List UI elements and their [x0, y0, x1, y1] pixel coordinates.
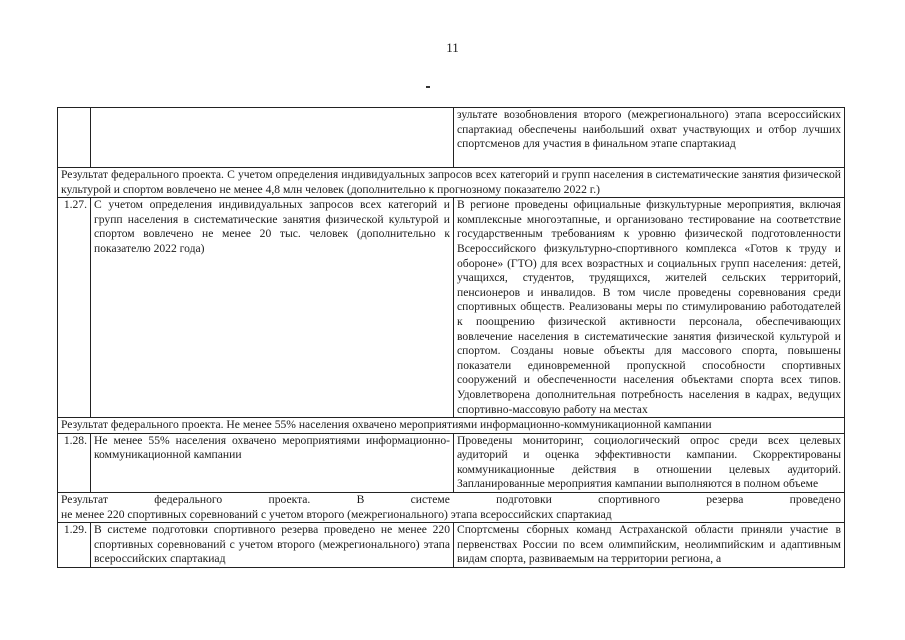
result-word: системе [410, 493, 450, 507]
measure-cell: В системе подготовки спортивного резерва проведено не менее 220 спортивных соревнований с учетом второго (межрегионального) этапа всероссийских спартакиад [91, 523, 454, 568]
result-continuation: не менее 220 спортивных соревнований с учетом второго (межрегионального) этапа всероссийских спартакиад [61, 507, 612, 521]
result-cell: зультате возобновления второго (межрегионального) этапа всероссийских спартакиад обеспечены наибольший охват участвующих и отбор лучших спортсменов для участия в финальном этапе спартакиад [454, 108, 845, 168]
report-table [57, 107, 845, 568]
row-number-cell: 1.27. [58, 198, 91, 418]
result-word: спортивного [598, 493, 660, 507]
federal-result-text: Результат федерального проекта. С учетом определения индивидуальных запросов всех категорий и групп населения в систематические занятия физической культурой и спортом вовлечено не менее 4,8 млн человек (дополнительно к прогнозному показателю 2022 г.) [58, 168, 845, 198]
result-word: Результат [61, 493, 108, 507]
measure-cell [91, 108, 454, 168]
federal-result-text: Результат федерального проекта. Не менее 55% населения охвачено мероприятиями информационно-коммуникационной кампании [58, 418, 845, 434]
table-row [58, 198, 845, 418]
justified-first-line [61, 493, 841, 508]
federal-result-row [58, 168, 845, 198]
result-word: В [356, 493, 365, 507]
page-number: 11 [446, 40, 459, 55]
result-word: подготовки [496, 493, 552, 507]
result-word: проекта. [268, 493, 311, 507]
row-number-cell: 1.29. [58, 523, 91, 568]
federal-result-row [58, 493, 845, 523]
row-number-cell [58, 108, 91, 168]
scan-speck [426, 86, 430, 88]
federal-result-row [58, 418, 845, 434]
table-row [58, 108, 845, 168]
result-cell: В регионе проведены официальные физкультурные мероприятия, включая комплексные многоэтапные, и организовано тестирование на соответствие государственным требованиям к уровню физической подготовленности Всероссийского физкультурно-спортивного комплекса «Готов к труду и обороне» (ГТО) для всех возрастных и социальных групп населения: детей, учащихся, студентов, трудящихся, жителей сельских территорий, пенсионеров и инвалидов. В том числе проведены соревнования среди спортивных обществ. Реализованы меры по стимулированию работодателей к поощрению физической активности персонала, обеспечивающих вовлечение населения в систематические занятия физической культурой и спортом. Созданы новые объекты для массового спорта, повышены показатели единовременной пропускной способности спортивных сооружений и обеспеченности населения объектами спорта всех типов. Удовлетворена дополнительная потребность населения в кадрах, ведущих спортивно-массовую работу на местах [454, 198, 845, 418]
measure-cell: С учетом определения индивидуальных запросов всех категорий и групп населения в систематические занятия физической культурой и спортом вовлечено не менее 20 тыс. человек (дополнительно к показателю 2022 года) [91, 198, 454, 418]
row-number-cell: 1.28. [58, 433, 91, 492]
measure-cell: Не менее 55% населения охвачено мероприятиями информационно-коммуникационной кампании [91, 433, 454, 492]
result-cell: Спортсмены сборных команд Астраханской области приняли участие в первенствах России по всем олимпийским, неолимпийским и адаптивным видам спорта, развиваемым на территории региона, а [454, 523, 845, 568]
result-word: федерального [154, 493, 223, 507]
result-word: проведено [789, 493, 841, 507]
result-cell: Проведены мониторинг, социологический опрос среди всех целевых аудиторий и оценка эффективности кампании. Скорректированы коммуникационные действия в отношении целевых аудиторий. Запланированные мероприятия кампании выполняются в полном объеме [454, 433, 845, 492]
table-row [58, 523, 845, 568]
result-word: резерва [706, 493, 744, 507]
table-row [58, 433, 845, 492]
federal-result-text [58, 493, 845, 523]
